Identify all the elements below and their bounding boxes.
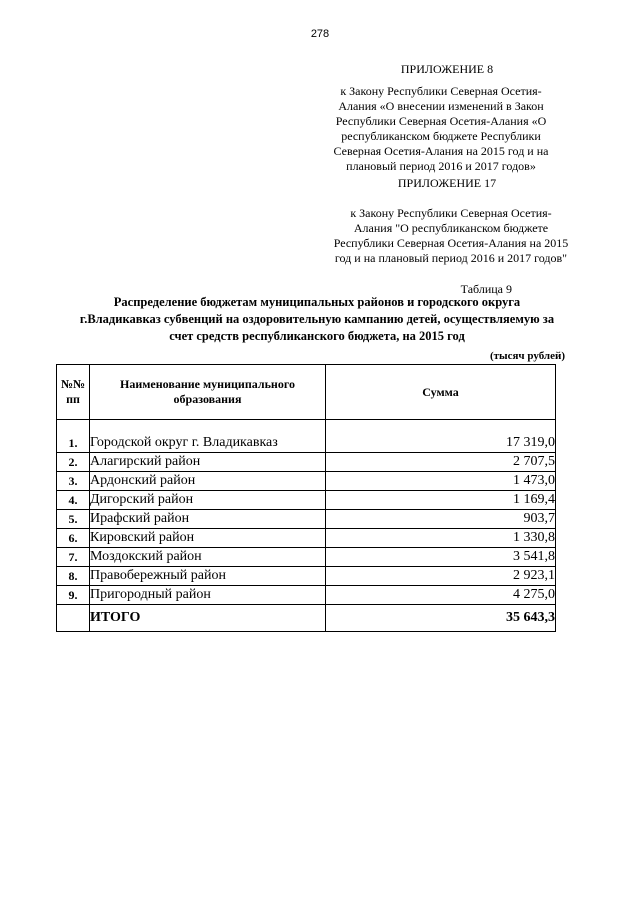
appendix-8-line: плановый период 2016 и 2017 годов»: [346, 159, 536, 173]
header-sum: Сумма: [326, 365, 556, 420]
total-row: [57, 605, 556, 632]
table-row: [57, 586, 556, 605]
row-number: 5.: [57, 510, 90, 529]
title-line: Распределение бюджетам муниципальных районов и городского округа: [113, 295, 521, 309]
appendix-17-line: к Закону Республики Северная Осетия-: [350, 206, 552, 220]
total-sum: 35 643,3: [326, 605, 556, 632]
row-name: Городской округ г. Владикавказ: [90, 434, 326, 453]
row-sum: 1 473,0: [326, 472, 556, 491]
table-row: [57, 510, 556, 529]
page-number: 278: [310, 28, 330, 40]
appendix-8-line: республиканском бюджете Республики: [341, 129, 541, 143]
row-name: Правобережный район: [90, 567, 326, 586]
appendix-8-title: ПРИЛОЖЕНИЕ 8: [400, 62, 494, 76]
row-sum: 903,7: [326, 510, 556, 529]
appendix-17-text: [326, 206, 576, 266]
row-number: 7.: [57, 548, 90, 567]
appendix-8-line: Северная Осетия-Алания на 2015 год и на: [333, 144, 549, 158]
table-row: [57, 491, 556, 510]
table-row: [57, 453, 556, 472]
row-name: Кировский район: [90, 529, 326, 548]
header-number-line: №№: [60, 377, 86, 391]
row-number: 3.: [57, 472, 90, 491]
appendix-17-line: год и на плановый период 2016 и 2017 годов": [334, 251, 568, 265]
row-number: 8.: [57, 567, 90, 586]
table-header-row: [57, 365, 556, 420]
appendix-8-text: [326, 84, 556, 174]
row-sum: 17 319,0: [326, 434, 556, 453]
total-label: ИТОГО: [90, 605, 326, 632]
row-sum: 4 275,0: [326, 586, 556, 605]
header-name-line: Наименование муниципального: [120, 377, 295, 391]
budget-table: [56, 364, 556, 632]
row-name: Ардонский район: [90, 472, 326, 491]
unit-note: (тысяч рублей): [489, 350, 565, 362]
appendix-8-line: к Закону Республики Северная Осетия-: [340, 84, 542, 98]
table-row: [57, 567, 556, 586]
row-sum: 3 541,8: [326, 548, 556, 567]
table-row: [57, 529, 556, 548]
row-name: Моздокский район: [90, 548, 326, 567]
table-row: [57, 472, 556, 491]
row-sum: 1 330,8: [326, 529, 556, 548]
appendix-17-line: Республики Северная Осетия-Алания на 2015: [333, 236, 569, 250]
header-name: [90, 365, 326, 420]
row-name: Ирафский район: [90, 510, 326, 529]
header-name-line: образования: [173, 392, 242, 406]
spacer-row: [57, 420, 556, 435]
row-sum: 2 707,5: [326, 453, 556, 472]
table-row: [57, 434, 556, 453]
title-line: счет средств республиканского бюджета, на 2015 год: [169, 329, 465, 343]
row-name: Дигорский район: [90, 491, 326, 510]
row-name: Алагирский район: [90, 453, 326, 472]
row-number: 9.: [57, 586, 90, 605]
row-number: 2.: [57, 453, 90, 472]
appendix-17-title: ПРИЛОЖЕНИЕ 17: [397, 176, 497, 190]
table-label: Таблица 9: [460, 282, 512, 296]
header-number-line: пп: [66, 392, 80, 406]
appendix-8-line: Алания «О внесении изменений в Закон: [338, 99, 544, 113]
appendix-8-line: Республики Северная Осетия-Алания «О: [335, 114, 547, 128]
row-sum: 2 923,1: [326, 567, 556, 586]
appendix-17-line: Алания "О республиканском бюджете: [353, 221, 549, 235]
row-number: 6.: [57, 529, 90, 548]
row-number: 4.: [57, 491, 90, 510]
table-row: [57, 548, 556, 567]
row-name: Пригородный район: [90, 586, 326, 605]
header-number: [57, 365, 90, 420]
title-line: г.Владикавказ субвенций на оздоровительную кампанию детей, осуществляемую за: [79, 312, 555, 326]
total-number-cell: [57, 605, 90, 632]
row-number: 1.: [57, 434, 90, 453]
document-title: [52, 294, 582, 345]
row-sum: 1 169,4: [326, 491, 556, 510]
